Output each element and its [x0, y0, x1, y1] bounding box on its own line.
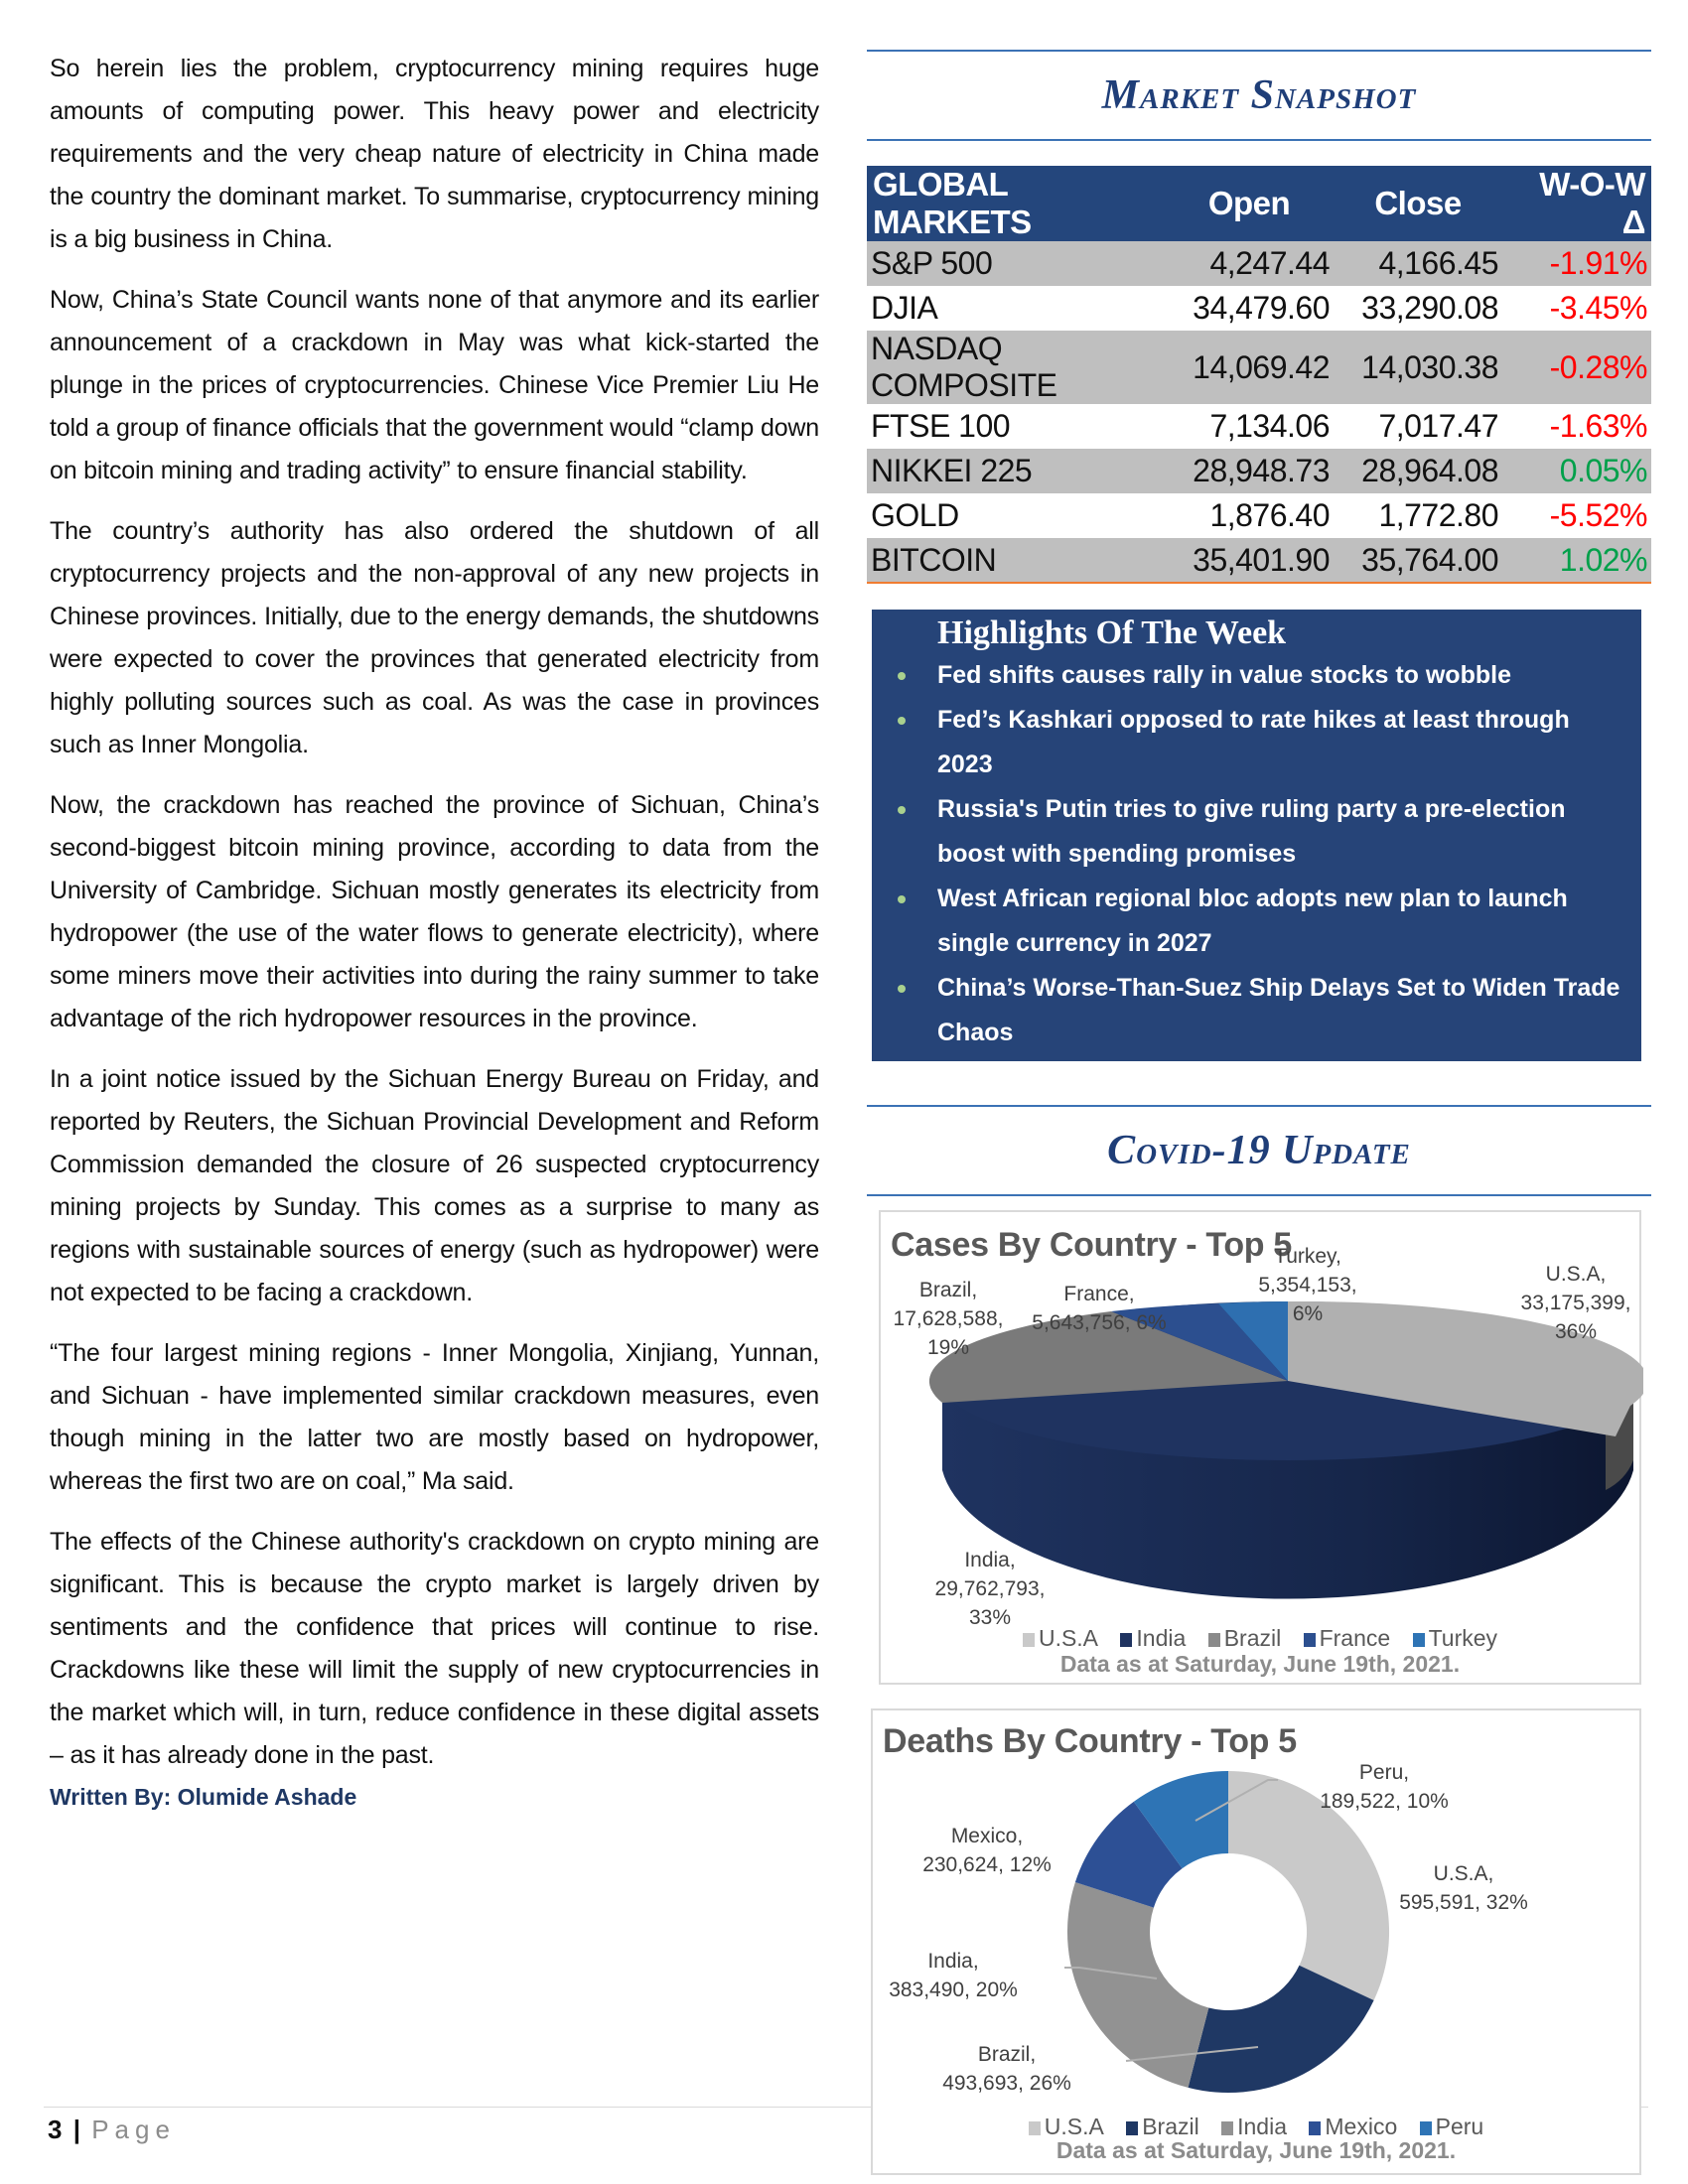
- highlights-list: [886, 653, 1623, 1055]
- legend-swatch-icon: [1420, 2121, 1432, 2135]
- market-name: DJIA: [871, 290, 938, 326]
- market-table-row: [867, 538, 1651, 583]
- close-value: 14,030.38: [1334, 331, 1502, 404]
- change-value: 0.05%: [1502, 449, 1651, 493]
- col-header-change: W-O-W Δ: [1502, 166, 1651, 241]
- change-value: 1.02%: [1502, 538, 1651, 583]
- deaths-chart: [871, 1708, 1641, 2175]
- legend-swatch-icon: [1309, 2121, 1321, 2135]
- bullet-icon: [898, 672, 906, 680]
- highlight-item: Fed’s Kashkari opposed to rate hikes at least through 2023: [886, 698, 1623, 787]
- open-value: 14,069.42: [1165, 331, 1334, 404]
- article-paragraph: The country’s authority has also ordered the shutdown of all cryptocurrency projects and the non-approval of any new projects in Chinese provinces. Initially, due to the energy demands, the shutdowns were expected to cover the provinces that generated electricity from highly polluting sources such as coal. As was the case in provinces such as Inner Mongolia.: [50, 517, 819, 758]
- col-header-markets: GLOBAL MARKETS: [867, 166, 1165, 241]
- label-usa: U.S.A, 33,175,399, 36%: [1520, 1263, 1631, 1343]
- open-value: 35,401.90: [1165, 538, 1334, 583]
- market-name: S&P 500: [867, 241, 1165, 286]
- highlights-title: Highlights Of The Week: [937, 614, 1287, 651]
- open-value: 1,876.40: [1209, 497, 1330, 533]
- label-peru: Peru, 189,522, 10%: [1320, 1761, 1449, 1813]
- label-brazil: Brazil, 493,693, 26%: [942, 2043, 1071, 2095]
- change-value: -0.28%: [1502, 331, 1651, 404]
- market-table-row: [867, 286, 1651, 331]
- bullet-icon: [898, 717, 906, 725]
- legend-swatch-icon: [1120, 1633, 1132, 1647]
- article-paragraph: The effects of the Chinese authority's crackdown on crypto mining are significant. This is because the crypto market is largely driven by sentiments and the confidence that prices will continue to rise. Crackdowns like these will limit the supply of new cryptocurrencies in the market which will, in turn, reduce confidence in these digital assets – as it has already done in the past.: [50, 1528, 819, 1769]
- legend-item: Peru: [1420, 2114, 1484, 2139]
- legend-swatch-icon: [1126, 2121, 1138, 2135]
- market-name: BITCOIN: [867, 538, 1165, 583]
- sidebar-column: [867, 50, 1651, 2175]
- label-usa: U.S.A, 595,591, 32%: [1399, 1862, 1528, 1914]
- close-value: 33,290.08: [1361, 290, 1498, 326]
- page-number: 3: [48, 2115, 63, 2144]
- page-footer: [48, 2115, 176, 2145]
- page-label: Page: [91, 2115, 176, 2144]
- legend-swatch-icon: [1023, 1633, 1035, 1647]
- label-india: India, 383,490, 20%: [889, 1950, 1018, 2001]
- cases-chart: [879, 1210, 1641, 1685]
- market-table-row: [867, 331, 1651, 404]
- cases-data-note: Data as at Saturday, June 19th, 2021.: [1059, 1651, 1461, 1677]
- col-header-open: Open: [1165, 166, 1334, 241]
- label-france: France, 5,643,756, 6%: [1032, 1283, 1167, 1334]
- market-table-row: [867, 449, 1651, 493]
- deaths-doughnut: [873, 1710, 1643, 2177]
- author-byline: Written By: Olumide Ashade: [50, 1784, 357, 1810]
- market-table-row: [867, 241, 1651, 286]
- market-name: FTSE 100: [871, 408, 1011, 444]
- highlight-item: Russia's Putin tries to give ruling party a pre-election boost with spending promises: [886, 787, 1623, 877]
- open-value: 34,479.60: [1193, 290, 1330, 326]
- deaths-legend: [873, 2114, 1639, 2140]
- covid-update-title: Covid-19 Update: [1107, 1128, 1411, 1173]
- article-body: [50, 48, 819, 1813]
- close-value: 28,964.08: [1334, 449, 1502, 493]
- close-value: 4,166.45: [1334, 241, 1502, 286]
- highlight-item: West African regional bloc adopts new plan to launch single currency in 2027: [886, 877, 1623, 966]
- legend-item: Turkey: [1413, 1625, 1497, 1651]
- deaths-data-note: Data as at Saturday, June 19th, 2021.: [1055, 2137, 1457, 2163]
- close-value: 1,772.80: [1378, 497, 1498, 533]
- legend-item: U.S.A: [1029, 2114, 1104, 2139]
- label-turkey: Turkey, 5,354,153, 6%: [1258, 1245, 1357, 1325]
- legend-item: France: [1304, 1625, 1391, 1651]
- col-header-close: Close: [1334, 166, 1502, 241]
- legend-item: India: [1221, 2114, 1287, 2139]
- highlight-item: Fed shifts causes rally in value stocks to wobble: [886, 653, 1623, 698]
- label-india: India, 29,762,793, 33%: [934, 1549, 1046, 1629]
- market-name: NIKKEI 225: [867, 449, 1165, 493]
- article-paragraph: Now, China’s State Council wants none of that anymore and its earlier announcement of a crackdown in May was what kick-started the plunge in the prices of cryptocurrencies. Chinese Vice Premier Liu He told a group of finance officials that the government would “clamp down on bitcoin mining and trading activity” to ensure financial stability.: [50, 286, 819, 484]
- open-value: 7,134.06: [1209, 408, 1330, 444]
- market-table-row: [867, 404, 1651, 449]
- open-value: 4,247.44: [1165, 241, 1334, 286]
- deaths-chart-title: Deaths By Country - Top 5: [883, 1722, 1297, 1760]
- market-table-header: [867, 166, 1651, 241]
- legend-item: Mexico: [1309, 2114, 1397, 2139]
- cases-legend: [881, 1625, 1639, 1652]
- footer-separator: |: [72, 2115, 80, 2144]
- cases-chart-title: Cases By Country - Top 5: [891, 1226, 1293, 1264]
- close-value: 7,017.47: [1378, 408, 1498, 444]
- article-paragraph: Now, the crackdown has reached the province of Sichuan, China’s second-biggest bitcoin mining province, according to data from the University of Cambridge. Sichuan mostly generates its electricity from hydropower (the use of the water flows to generate electricity), where some miners move their activities into during the rainy summer to take advantage of the rich hydropower resources in the province.: [50, 791, 819, 1032]
- label-mexico: Mexico, 230,624, 12%: [922, 1825, 1052, 1876]
- legend-swatch-icon: [1413, 1633, 1425, 1647]
- legend-swatch-icon: [1208, 1633, 1220, 1647]
- legend-item: Brazil: [1208, 1625, 1282, 1651]
- highlight-item: China’s Worse-Than-Suez Ship Delays Set to Widen Trade Chaos: [886, 966, 1623, 1055]
- article-paragraph: “The four largest mining regions - Inner Mongolia, Xinjiang, Yunnan, and Sichuan - have implemented similar crackdown measures, even though mining in the latter two are mostly based on hydropower, whereas the first two are on coal,” Ma said.: [50, 1339, 819, 1495]
- market-table-row: [867, 493, 1651, 538]
- market-table: [867, 166, 1651, 584]
- market-name: GOLD: [871, 497, 959, 533]
- bullet-icon: [898, 806, 906, 814]
- section-rule: [867, 1194, 1651, 1196]
- legend-item: India: [1120, 1625, 1186, 1651]
- change-value: -5.52%: [1549, 497, 1647, 533]
- market-name: NASDAQ COMPOSITE: [867, 331, 1165, 404]
- change-value: -1.63%: [1549, 408, 1647, 444]
- bullet-icon: [898, 985, 906, 993]
- open-value: 28,948.73: [1165, 449, 1334, 493]
- legend-swatch-icon: [1029, 2121, 1041, 2135]
- article-paragraph: In a joint notice issued by the Sichuan Energy Bureau on Friday, and reported by Reuters, the Sichuan Provincial Development and Reform Commission demanded the closure of 26 suspected cryptocurrency mining projects by Sunday. This comes as a surprise to many as regions with sustainable sources of energy (such as hydropower) were not expected to be facing a crackdown.: [50, 1065, 819, 1306]
- market-snapshot-title: Market Snapshot: [1101, 72, 1417, 118]
- highlights-box: [872, 610, 1641, 1061]
- section-rule: [867, 139, 1651, 141]
- legend-item: Brazil: [1126, 2114, 1199, 2139]
- article-paragraph: So herein lies the problem, cryptocurrency mining requires huge amounts of computing power. This heavy power and electricity requirements and the very cheap nature of electricity in China made the country the dominant market. To summarise, cryptocurrency mining is a big business in China.: [50, 55, 819, 253]
- legend-swatch-icon: [1221, 2121, 1233, 2135]
- label-brazil: Brazil, 17,628,588, 19%: [893, 1279, 1004, 1359]
- change-value: -3.45%: [1549, 290, 1647, 326]
- close-value: 35,764.00: [1334, 538, 1502, 583]
- bullet-icon: [898, 895, 906, 903]
- change-value: -1.91%: [1502, 241, 1651, 286]
- legend-swatch-icon: [1304, 1633, 1316, 1647]
- legend-item: U.S.A: [1023, 1625, 1098, 1651]
